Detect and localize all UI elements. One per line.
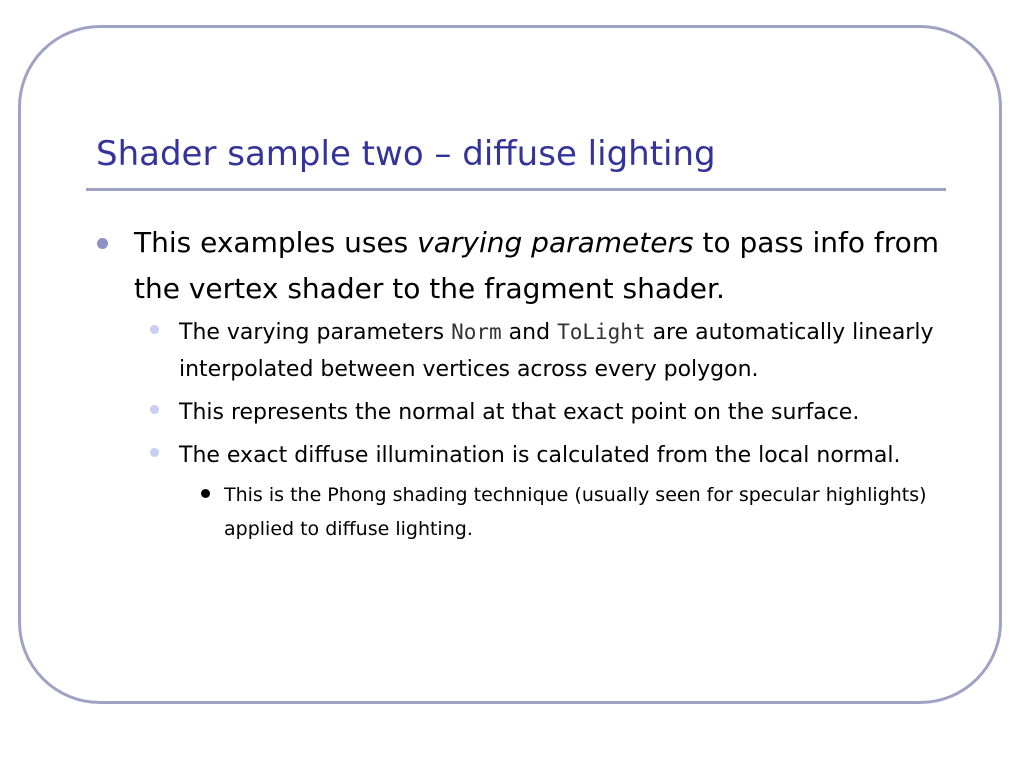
bullet-text-mid: and [501, 320, 558, 345]
bullet-item-level1 [134, 220, 949, 312]
bullet-item-level3 [224, 478, 944, 546]
code-norm: Norm [451, 320, 502, 344]
bullet-text: This is the Phong shading technique (usually seen for specular highlights) applied to diffuse lighting. [224, 484, 927, 540]
bullet-item-level2 [179, 394, 949, 431]
slide-title: Shader sample two – diffuse lighting [96, 134, 716, 174]
bullet-text-pre: This examples uses [134, 226, 418, 259]
title-divider [86, 188, 946, 191]
bullet-item-level2 [179, 314, 949, 388]
bullet-dot-icon [150, 325, 159, 334]
bullet-text-post: to pass info from the vertex shader to the fragment shader. [134, 226, 940, 305]
code-tolight: ToLight [557, 320, 646, 344]
bullet-text-emphasis: varying parameters [417, 226, 694, 259]
bullet-text-pre: The varying parameters [179, 320, 452, 345]
bullet-dot-icon [97, 238, 108, 249]
bullet-dot-icon [150, 405, 159, 414]
bullet-text: This represents the normal at that exact point on the surface. [179, 400, 860, 425]
bullet-text: The exact diffuse illumination is calculated from the local normal. [179, 443, 901, 468]
bullet-item-level2 [179, 437, 949, 474]
bullet-dot-icon [201, 489, 210, 498]
bullet-text-post: are automatically linearly interpolated between vertices across every polygon. [179, 320, 934, 382]
bullet-dot-icon [150, 448, 159, 457]
bullet-list [0, 220, 1024, 546]
